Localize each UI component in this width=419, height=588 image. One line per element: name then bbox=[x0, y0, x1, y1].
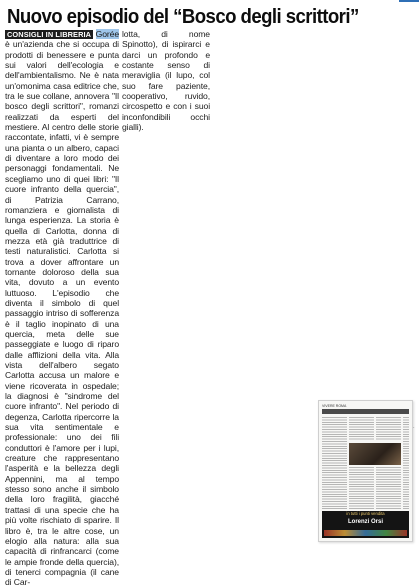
thumbnail-text-column bbox=[322, 417, 347, 509]
article-headline: Nuovo episodio del “Bosco degli scrittori” bbox=[7, 6, 359, 28]
section-kicker: CONSIGLI IN LIBRERIA bbox=[7, 30, 92, 39]
thumbnail-text-column bbox=[376, 467, 401, 509]
thumbnail-ad-strip bbox=[324, 530, 407, 536]
thumbnail-headline-bar bbox=[322, 409, 409, 414]
top-edge-marker bbox=[399, 0, 419, 2]
page-edge-mark: · bbox=[413, 425, 415, 431]
thumbnail-ad-brand: Lorenzi Orsi bbox=[347, 519, 383, 525]
article-column-1 bbox=[5, 29, 119, 588]
thumbnail-photo bbox=[349, 443, 401, 465]
thumbnail-text-column bbox=[349, 467, 374, 509]
thumbnail-text-column bbox=[403, 417, 409, 509]
thumbnail-text-column bbox=[349, 417, 374, 441]
highlighted-brand-word[interactable]: Gorée bbox=[95, 29, 119, 39]
thumbnail-text-column bbox=[376, 417, 401, 441]
thumbnail-advert bbox=[322, 511, 409, 538]
page-thumbnail[interactable] bbox=[318, 400, 413, 542]
article-column-2 bbox=[122, 29, 210, 132]
thumbnail-masthead: VIVERE ROMA bbox=[322, 404, 347, 408]
article-body-col2: lotta, di nome Spinotto), di ispirarci e darci un profondo e costante senso di meraviglia (il lupo, col suo fare paziente, cooperativo, ruvido, circospetto e con i suoi inconfondibili occhi gialli). bbox=[122, 29, 210, 133]
thumbnail-ad-line: in tutti i punti vendita bbox=[346, 511, 385, 516]
article-body-col1: è un'azienda che si occupa di prodotti di benessere e punta sui valori dell'ecologia e dell'ambientalismo. Ne è nata un'omonima casa editrice che, tra le sue collane, annovera "Il bosco degli scrittori", romanzi realizzati da esperti del mestiere. Al centro delle storie raccontate, infatti, vi è sempre una pianta o un albero, capaci di diventare a loro modo dei personaggi fondamentali. Ne scegliamo uno di quei libri: "Il cuore infranto della quercia", di Patrizia Carrano, romanziera e giornalista di lunga esperienza. La storia è quella di Carlotta, donna di mezza età già traduttrice di testi naturalistici. Carlotta si trova a dover affrontare un tornante doloroso della sua vita, dovuto a un evento luttuoso. L'episodio che diventa il simbolo di quel passaggio intriso di sofferenza è il taglio inopinato di una quercia, meta delle sue passeggiate e luogo di riparo dalle afflizioni della vita. Alla vista dell'albero segato Carlotta accusa un malore e viene ricoverata in ospedale; la diagnosi è "sindrome del cuore infranto". Nel periodo di degenza, Carlotta ripercorre la sua vita sentimentale e professionale: uno dei fili conduttori è l'amore per i lupi, creature che rappresentano l'asperità e la bellezza degli Appennini, ma al tempo stesso sono anche il simbolo della loro fragilità, giacché trattasi di una specie che ha più volte rischiato di sparire. Il libro è, tra le altre cose, un elogio alla natura: alla sua capacità di rinfrancarci (come le ampie fronde della quercia), di tenerci compagnia (il cane di Car- bbox=[5, 39, 119, 588]
